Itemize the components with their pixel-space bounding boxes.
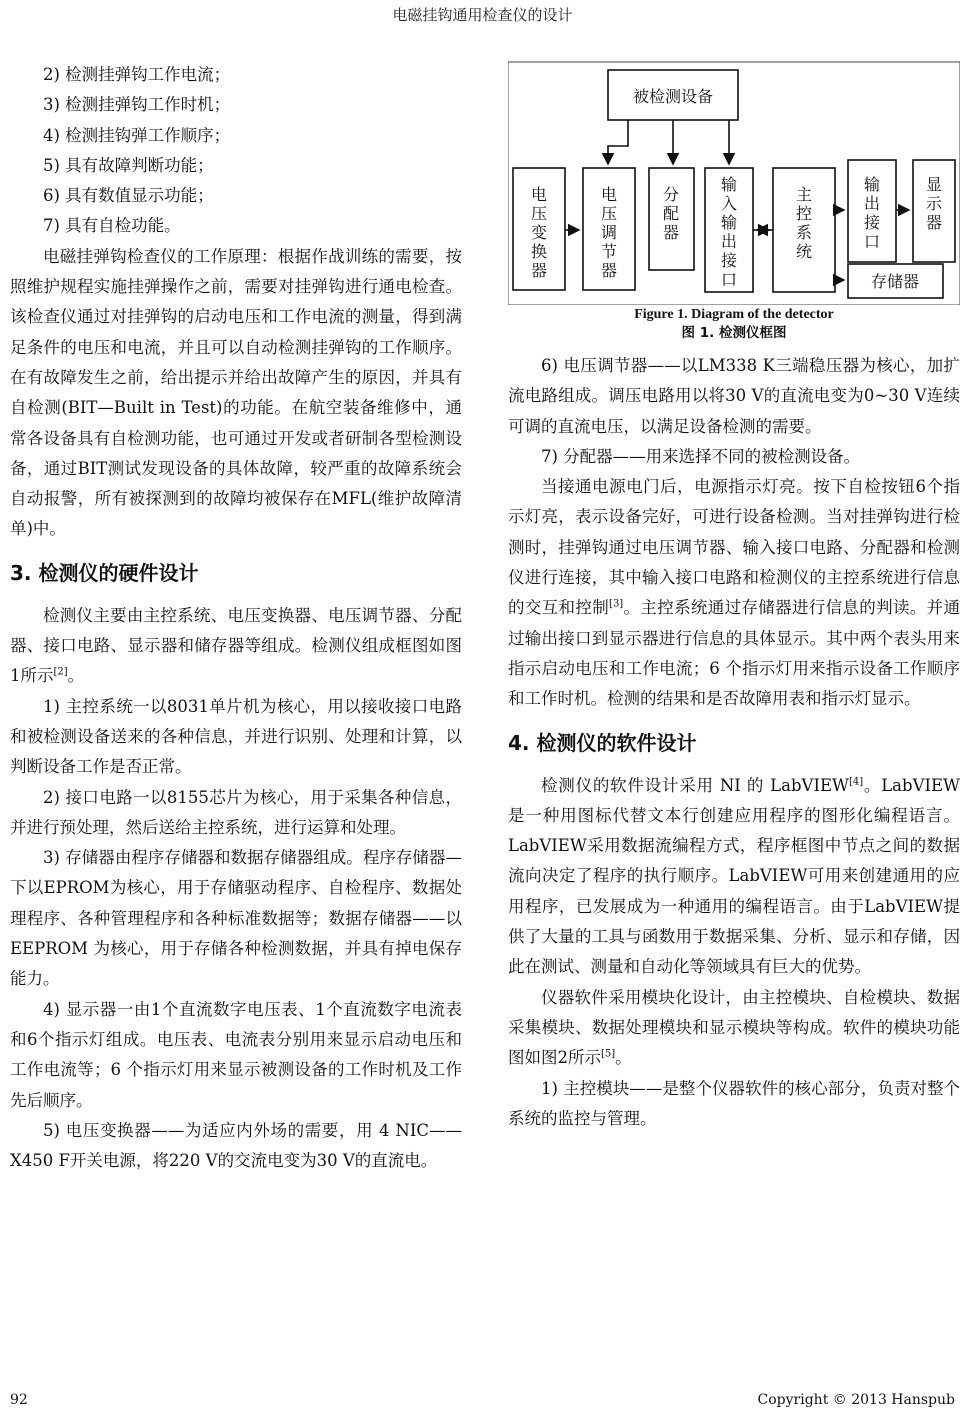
diagram-char: 出 xyxy=(863,194,881,213)
label-storage: 存储器 xyxy=(870,272,920,291)
diagram-char: 输 xyxy=(720,213,738,232)
diagram-char: 控 xyxy=(795,204,813,223)
label-converter xyxy=(531,185,547,280)
diagram-char: 输 xyxy=(720,175,738,194)
diagram-char: 电 xyxy=(600,185,618,204)
software-paragraph-2: 仪器软件采用模块化设计，由主控模块、自检模块、数据采集模块、数据处理模块和显示模块等构成。软件的模块功能图如图2所示[5]。 xyxy=(508,987,960,1068)
diagram-char: 出 xyxy=(720,232,738,251)
section-3-intro: 检测仪主要由主控系统、电压变换器、电压调节器、分配器、接口电路、显示器和储存器等组成。检测仪组成框图如图1所示[2]。 xyxy=(10,605,462,686)
software-paragraph-1: 检测仪的软件设计采用 NI 的 LabVIEW[4]。LabVIEW是一种用图标代替文本行创建应用程序的图形化编程语言。LabVIEW采用数据流编程方式，程序框图中节点之间的数据流向决定了程序的执行顺序。LabVIEW可用来创建通用的应用程序，已发展成为一种通用的编程语言。由于LabVIEW提供了大量的工具与函数用于数据采集、分析、显示和存储，因此在测试、测量和自动化等领域具有巨大的优势。 xyxy=(508,775,961,977)
hw-item-display: 4) 显示器一由1个直流数字电压表、1个直流数字电流表和6个指示灯组成。电压表、电流表分别用来显示启动电压和工作电流等；6 个指示灯用来显示被测设备的工作时机及工作先后顺序。 xyxy=(10,999,462,1110)
hw-item-converter: 5) 电压变换器——为适应内外场的需要，用 4 NIC——X450 F开关电源，将220 V的交流电变为30 V的直流电。 xyxy=(10,1120,462,1171)
diagram-char: 口 xyxy=(720,270,738,289)
diagram-char: 入 xyxy=(720,194,738,213)
citation-2[interactable]: [2] xyxy=(53,666,68,678)
label-io xyxy=(721,175,738,289)
diagram-char: 系 xyxy=(795,223,813,242)
hw-item-regulator: 6) 电压调节器——以LM338 K三端稳压器为核心，加扩流电路组成。调压电路用以将30 V的直流电变为0~30 V连续可调的直流电压，以满足设备检测的需要。 xyxy=(508,356,960,436)
diagram-char: 输 xyxy=(863,175,881,194)
hw-item-main-control: 1) 主控系统一以8031单片机为核心，用以接收接口电路和被检测设备送来的各种信息，并进行识别、处理和计算，以判断设备工作是否正常。 xyxy=(10,696,462,777)
diagram-char: 调 xyxy=(600,223,618,242)
citation-4[interactable]: [4] xyxy=(848,776,864,788)
diagram-char: 配 xyxy=(662,204,680,223)
diagram-char: 压 xyxy=(600,204,618,223)
diagram-char: 接 xyxy=(863,213,881,232)
copyright: Copyright © 2013 Hanspub xyxy=(757,1392,955,1408)
diagram-char: 口 xyxy=(863,232,881,251)
running-head: 电磁挂钩通用检查仪的设计 xyxy=(392,6,573,24)
list-item: 7) 具有自检功能。 xyxy=(43,216,181,236)
label-main xyxy=(796,185,812,261)
list-item: 5) 具有故障判断功能； xyxy=(43,155,214,175)
diagram-char: 器 xyxy=(600,261,618,280)
diagram-char: 器 xyxy=(925,213,943,232)
label-source: 被检测设备 xyxy=(632,87,714,106)
block-diagram xyxy=(508,60,960,305)
operation-paragraph: 当接通电源电门后，电源指示灯亮。按下自检按钮6个指示灯亮，表示设备完好，可进行设备检测。当对挂弹钩进行检测时，挂弹钩通过电压调节器、输入接口电路、分配器和检测仪进行连接，其中输入接口电路和检测仪的主控系统进行信息的交互和控制[3]。主控系统通过存储器进行信息的判读。并通过输出接口到显示器进行信息的具体显示。其中两个表头用来指示启动电压和工作电流；6 个指示灯用来指示设备工作顺序和工作时机。检测的结果和是否故障用表和指示灯显示。 xyxy=(508,477,961,709)
principle-paragraph: 电磁挂弹钩检查仪的工作原理：根据作战训练的需要，按照维护规程实施挂弹操作之前，需要对挂弹钩进行通电检查。该检查仪通过对挂弹钩的启动电压和工作电流的测量，得到满足条件的电压和电流，并且可以自动检测挂弹钩的工作顺序。在有故障发生之前，给出提示并给出故障产生的原因，并具有自检测(BIT—Built in Test)的功能。在航空装备维修中，通常各设备具有自检测功能，也可通过开发或者研制各型检测设备，通过BIT测试发现设备的具体故障，较严重的故障系统会自动报警，所有被探测到的故障均被保存在MFL(维护故障清单)中。 xyxy=(10,246,462,539)
diagram-char: 统 xyxy=(795,242,813,261)
list-item: 3) 检测挂弹钩工作时机； xyxy=(43,95,231,115)
diagram-char: 接 xyxy=(720,251,738,270)
list-item: 6) 具有数值显示功能； xyxy=(43,186,214,206)
list-item: 2) 检测挂弹钩工作电流； xyxy=(43,65,231,84)
sw-item-main-module: 1) 主控模块——是整个仪器软件的核心部分，负责对整个系统的监控与管理。 xyxy=(508,1078,960,1128)
diagram-char: 主 xyxy=(795,185,813,204)
label-distributor xyxy=(663,185,679,242)
citation-3[interactable]: [3] xyxy=(609,598,624,610)
page-number: 92 xyxy=(10,1392,28,1408)
list-item: 4) 检测挂钩弹工作顺序； xyxy=(43,125,231,145)
hw-item-distributor: 7) 分配器——用来选择不同的被检测设备。 xyxy=(541,446,861,466)
figure-caption-zh: 图 1. 检测仪框图 xyxy=(681,325,787,341)
diagram-char: 电 xyxy=(530,185,548,204)
section-3-heading: 3. 检测仪的硬件设计 xyxy=(10,560,199,585)
figure-1-block-diagram xyxy=(508,60,960,305)
label-display xyxy=(926,175,943,232)
left-column xyxy=(10,60,462,1176)
citation-5[interactable]: [5] xyxy=(601,1048,616,1060)
label-out-port xyxy=(864,175,881,251)
diagram-char: 压 xyxy=(530,204,548,223)
diagram-char: 显 xyxy=(925,175,943,194)
diagram-char: 器 xyxy=(662,223,680,242)
diagram-char: 器 xyxy=(530,261,548,280)
hw-item-memory: 3) 存储器由程序存储器和数据存储器组成。程序存储器—下以EPROM为核心，用于存储驱动程序、自检程序、数据处理程序、各种管理程序和各种标准数据等；数据存储器——以 EEPROM 为核心，用于存储各种检测数据，并具有掉电保存能力。 xyxy=(10,848,462,989)
diagram-char: 示 xyxy=(925,194,943,213)
hw-item-interface: 2) 接口电路一以8155芯片为核心，用于采集各种信息，并进行预处理，然后送给主控系统，进行运算和处理。 xyxy=(10,787,462,837)
figure-caption-en: Figure 1. Diagram of the detector xyxy=(634,307,834,322)
diagram-char: 换 xyxy=(530,242,548,261)
section-4-heading: 4. 检测仪的软件设计 xyxy=(508,730,697,755)
diagram-char: 变 xyxy=(530,223,548,242)
right-column xyxy=(508,60,960,1134)
diagram-char: 节 xyxy=(600,242,618,261)
diagram-char: 分 xyxy=(662,185,680,204)
label-regulator xyxy=(601,185,617,280)
